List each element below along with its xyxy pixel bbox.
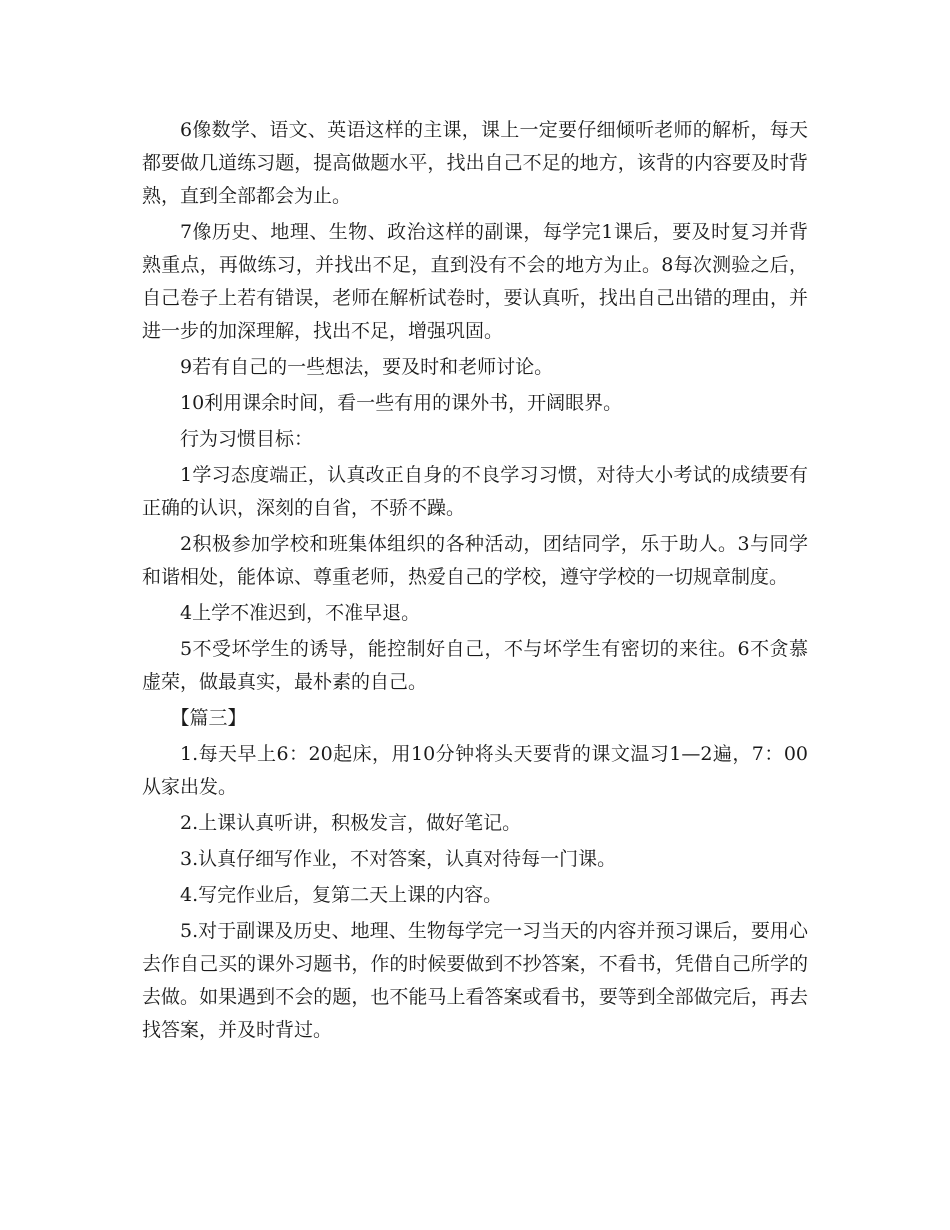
paragraph-main-subjects: 6像数学、语文、英语这样的主课，课上一定要仔细倾听老师的解析，每天都要做几道练习题，提高做题水平，找出自己不足的地方，该背的内容要及时背熟，直到全部都会为止。 [142, 119, 808, 207]
paragraph-practice-books: 5.对于副课及历史、地理、生物每学完一习当天的内容并预习课后，要用心去作自己买的课外习题书，作的时候要做到不抄答案，不看书，凭借自己所学的去做。如果遇到不会的题，也不能马上看答案或看书，要等到全部做完后，再去找答案，并及时背过。 [142, 920, 808, 1041]
paragraph-extra-reading: 10利用课余时间，看一些有用的课外书，开阔眼界。 [180, 392, 623, 414]
section-heading-part-three: 【篇三】 [170, 707, 247, 729]
paragraph-minor-subjects: 7像历史、地理、生物、政治这样的副课，每学完1课后，要及时复习并背熟重点，再做练习，并找出不足，直到没有不会的地方为止。8每次测验之后，自己卷子上若有错误，老师在解析试卷时，要认真听，找出自己出错的理由，并进一步的加深理解，找出不足，增强巩固。 [142, 221, 808, 342]
paragraph-discuss-ideas: 9若有自己的一些想法，要及时和老师讨论。 [180, 356, 554, 378]
paragraph-self-control: 5不受坏学生的诱导，能控制好自己，不与坏学生有密切的来往。6不贪慕虚荣，做最真实，最朴素的自己。 [142, 638, 808, 693]
paragraph-class-attention: 2.上课认真听讲，积极发言，做好笔记。 [180, 812, 522, 834]
paragraph-attitude: 1学习态度端正，认真改正自身的不良学习习惯，对待大小考试的成绩要有正确的认识，深刻的自省，不骄不躁。 [142, 464, 808, 519]
document-body [142, 114, 808, 1047]
paragraph-morning-routine: 1.每天早上6：20起床，用10分钟将头天要背的课文温习1—2遍，7：00从家出发。 [142, 743, 808, 798]
paragraph-homework: 3.认真仔细写作业，不对答案，认真对待每一门课。 [180, 848, 617, 870]
section-heading-behavior-goals: 行为习惯目标： [180, 428, 314, 450]
paragraph-punctuality: 4上学不准迟到，不准早退。 [180, 602, 421, 624]
paragraph-review: 4.写完作业后，复第二天上课的内容。 [180, 884, 503, 906]
paragraph-activities: 2积极参加学校和班集体组织的各种活动，团结同学，乐于助人。3与同学和谐相处，能体谅、尊重老师，热爱自己的学校，遵守学校的一切规章制度。 [142, 533, 808, 588]
